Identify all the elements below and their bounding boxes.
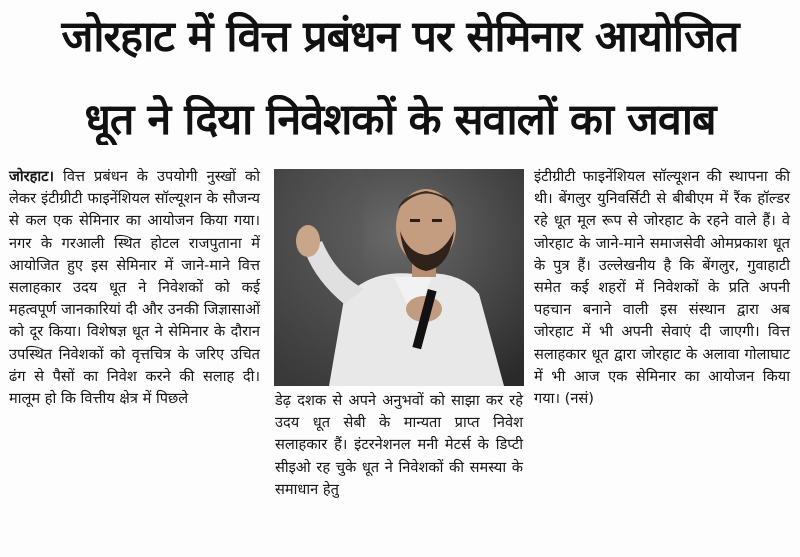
column-left-text: वित्त प्रबंधन के उपयोगी नुस्खों को लेकर इंटीग्रीटी फाइनेंशियल सॉल्यूशन के सौजन्य से कल एक सेमिनार का आयोजन किया गया। नगर के गरआली स्थित होटल राजपुताना में आयोजित हुए इस सेमिनार में जाने-माने वित्त सलाहकार उदय धूत ने निवेशकों को कई महत्वपूर्ण जानकारियां दी और उनकी जिज्ञासाओं को दूर किया। विशेषज्ञ धूत ने सेमिनार के दौरान उपस्थित निवेशकों को वृत्तचित्र के जरिए उचित ढंग से पैसों का निवेश करने की सलाह दी। मालूम हो कि वित्तीय क्षेत्र में पिछले bbox=[9, 168, 260, 408]
article-column-left bbox=[9, 166, 260, 410]
headline-line-2: धूत ने दिया निवेशकों के सवालों का जवाब bbox=[84, 95, 716, 145]
article-column-right: इंटीग्रीटी फाइनेंशियल सॉल्यूशन की स्थापना की थी। बेंगलुर युनिवर्सिटी से बीबीएम में रैंक हॉल्डर रहे धूत मूल रूप से जोरहाट के रहने वाले हैं। वे जोरहाट के जाने-माने समाजसेवी ओमप्रकाश धूत के पुत्र हैं। उल्लेखनीय है कि बेंगलुर, गुवाहाटी समेत कई शहरों में निवेशकों के प्रति अपनी पहचान बनाने वाली इस संस्थान द्वारा अब जोरहाट में भी अपनी सेवाएं दी जाएगी। वित्त सलाहकार धूत द्वारा जोरहाट के अलावा गोलाघाट में भी आज एक सेमिनार का आयोजन किया गया। (नसं) bbox=[534, 168, 790, 408]
speaker-photo bbox=[274, 169, 524, 386]
dateline: जोरहाट। bbox=[9, 168, 54, 185]
article-column-middle: डेढ़ दशक से अपने अनुभवों को साझा कर रहे उदय धूत सेबी के मान्यता प्राप्त निवेश सलाहकार हैं। इंटरनेशनल मनी मेटर्स के डिप्टी सीइओ रह चुके धूत ने निवेशकों की समस्या के समाधान हेतु bbox=[275, 392, 523, 498]
headline-line-1: जोरहाट में वित्त प्रबंधन पर सेमिनार आयोजित bbox=[61, 12, 739, 62]
